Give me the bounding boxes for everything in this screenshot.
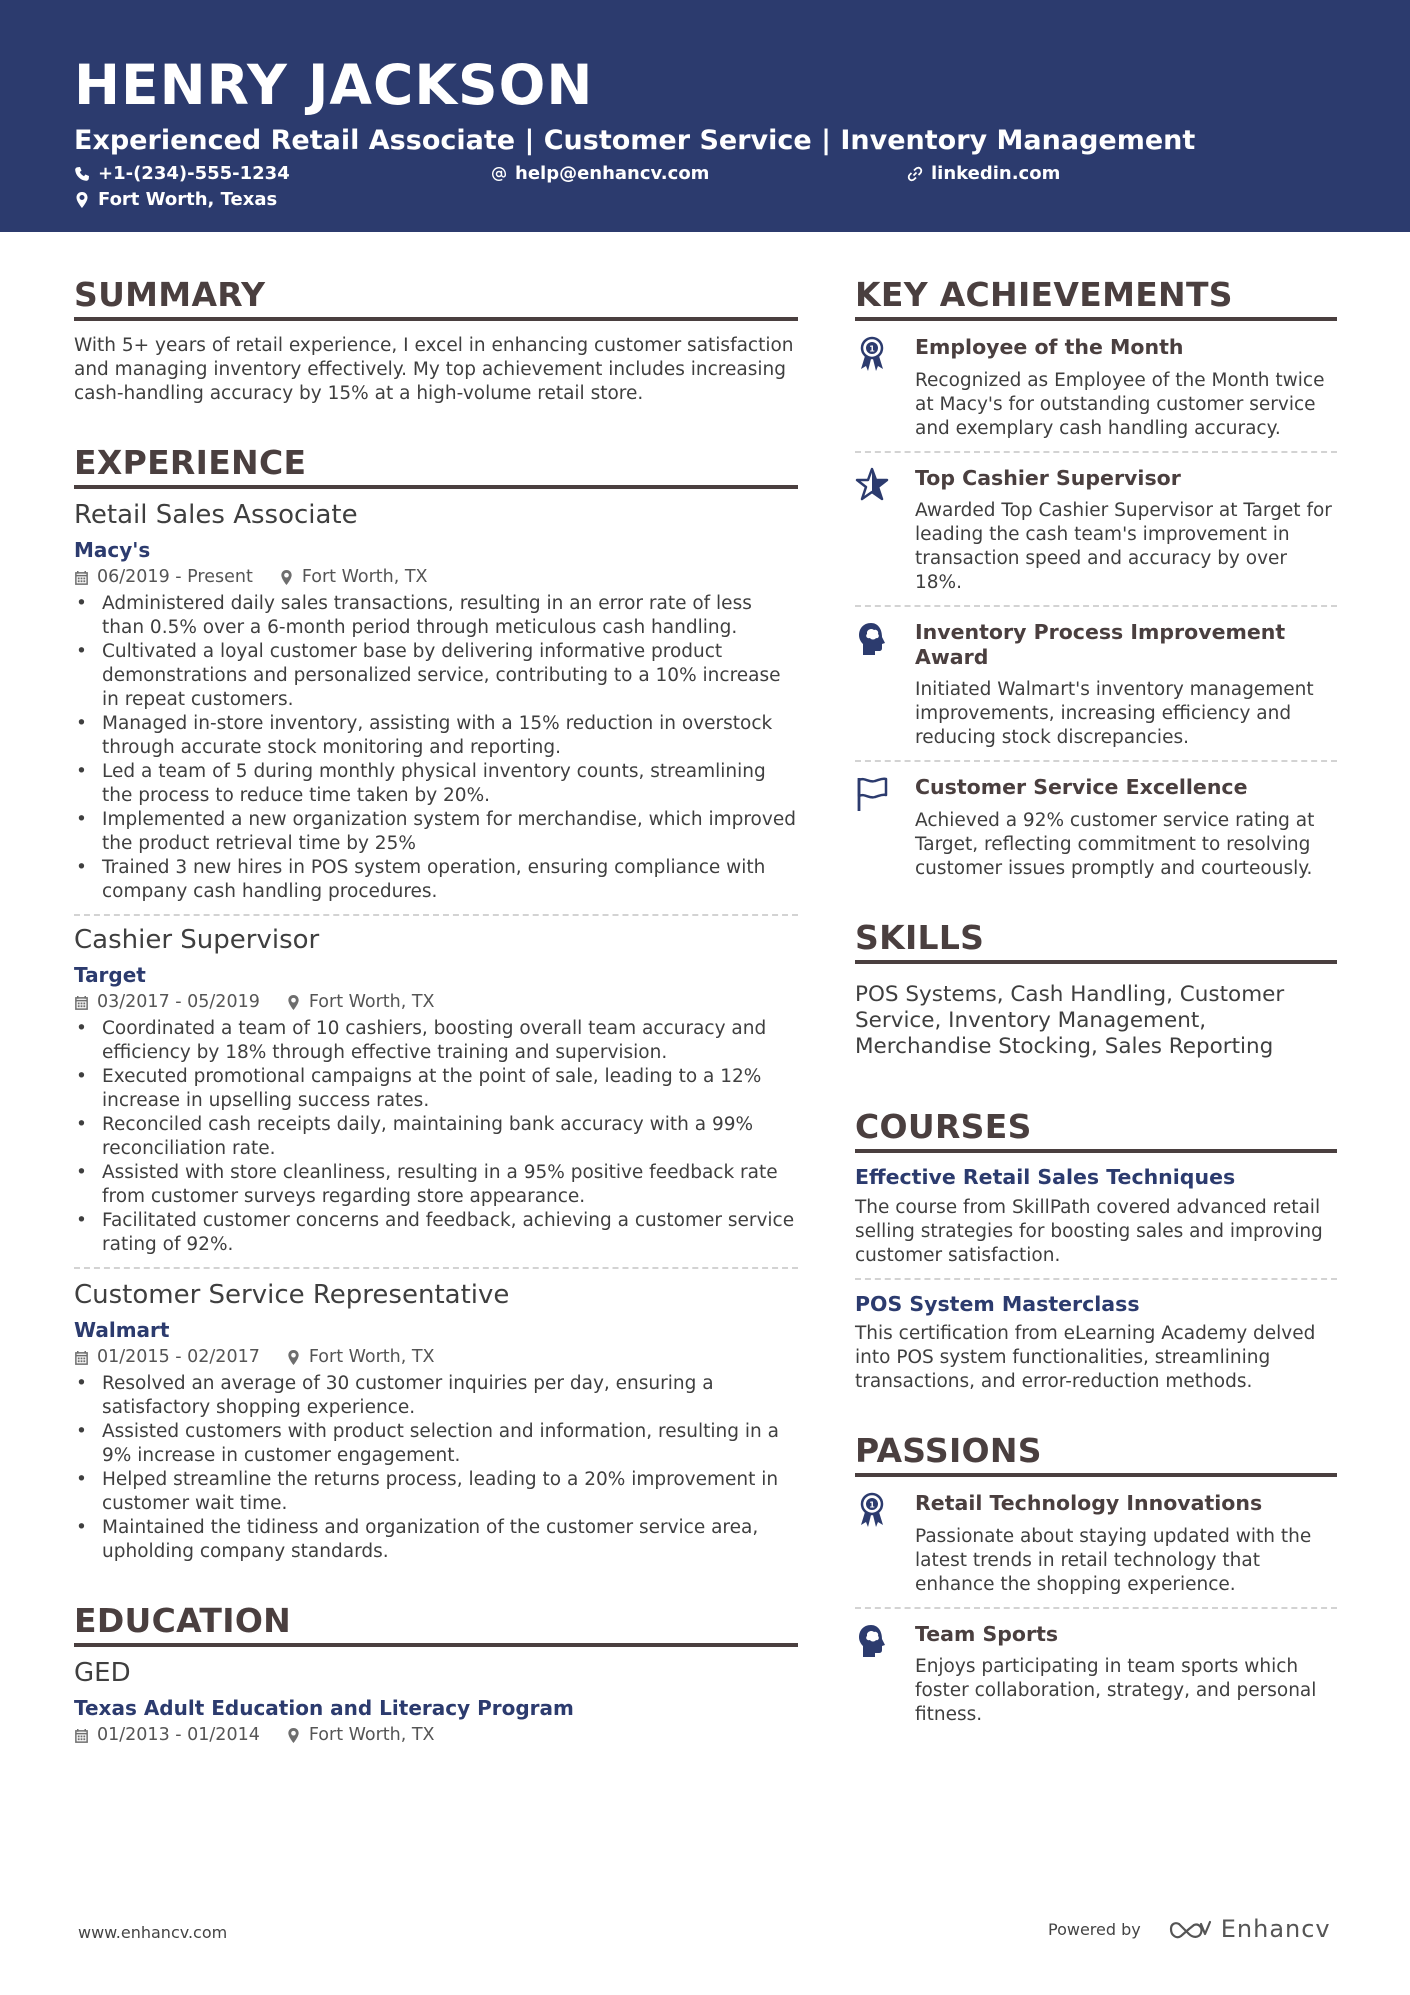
job-bullet: • Assisted with store cleanliness, resulting in a 95% positive feedback rate from customer surveys regarding store appearance. <box>74 1161 798 1209</box>
course-item <box>855 1292 1337 1395</box>
course-title: Effective Retail Sales Techniques <box>855 1164 1236 1189</box>
job-location <box>286 1346 435 1367</box>
passion-title: Retail Technology Innovations <box>915 1491 1263 1516</box>
candidate-name: HENRY JACKSON <box>74 53 594 117</box>
resume-header <box>0 0 1410 232</box>
passions-heading: PASSIONS <box>855 1434 1337 1477</box>
experience-entry <box>74 926 798 1257</box>
achievement-title: Top Cashier Supervisor <box>915 465 1181 490</box>
job-bullet: • Maintained the tidiness and organization of the customer service area, upholding company standards. <box>74 1516 798 1564</box>
calendar-icon <box>74 995 89 1010</box>
right-column <box>855 275 1337 1727</box>
job-bullets <box>74 592 798 904</box>
passion-item <box>855 1491 1337 1597</box>
experience-entry <box>74 1281 798 1564</box>
flag-icon <box>855 775 889 813</box>
education-heading: EDUCATION <box>74 1604 798 1647</box>
skills-text: POS Systems, Cash Handling, Customer Service, Inventory Management, Merchandise Stocking, Sales Reporting <box>855 981 1285 1059</box>
job-location-text: Fort Worth, TX <box>301 566 428 587</box>
achievement-item <box>855 620 1337 750</box>
job-meta <box>74 991 798 1012</box>
divider <box>855 760 1337 762</box>
job-bullet: • Resolved an average of 30 customer inquiries per day, ensuring a satisfactory shopping experience. <box>74 1372 798 1420</box>
location-pin-icon <box>279 570 294 585</box>
link-icon <box>907 166 923 182</box>
job-title: Cashier Supervisor <box>74 925 320 956</box>
job-title: Retail Sales Associate <box>74 500 358 530</box>
divider <box>855 451 1337 453</box>
powered-by-label: Powered by <box>1048 1919 1141 1939</box>
contact-email[interactable] <box>491 165 709 183</box>
email-text: help@enhancv.com <box>515 163 710 184</box>
school-name: Texas Adult Education and Literacy Program <box>74 1695 574 1720</box>
divider <box>855 1278 1337 1280</box>
job-bullet: • Reconciled cash receipts daily, maintaining bank accuracy with a 99% reconciliation rate. <box>74 1113 798 1161</box>
job-meta <box>74 1346 798 1367</box>
achievements-heading: KEY ACHIEVEMENTS <box>855 278 1337 321</box>
job-bullet: • Led a team of 5 during monthly physical inventory counts, streamlining the process to reduce time taken by 20%. <box>74 760 798 808</box>
job-location <box>286 991 435 1012</box>
contact-location <box>74 191 277 209</box>
location-pin-icon <box>286 1350 301 1365</box>
job-bullet: • Helped streamline the returns process, leading to a 20% improvement in customer wait time. <box>74 1468 798 1516</box>
award-ribbon-icon <box>855 335 889 373</box>
achievement-desc: Recognized as Employee of the Month twice at Macy's for outstanding customer service and exemplary cash handling accuracy. <box>915 369 1325 439</box>
achievement-item <box>855 335 1337 441</box>
head-brain-icon <box>855 620 889 658</box>
skills-heading: SKILLS <box>855 921 1337 964</box>
experience-entry <box>74 501 798 904</box>
passion-desc: Enjoys participating in team sports which foster collaboration, strategy, and personal fitness. <box>915 1656 1317 1726</box>
job-dates: 03/2017 - 05/2019 <box>97 991 260 1012</box>
job-bullet: • Assisted customers with product selection and information, resulting in a 9% increase in customer engagement. <box>74 1420 798 1468</box>
education-dates: 01/2013 - 01/2014 <box>97 1724 260 1745</box>
location-text: Fort Worth, Texas <box>98 189 278 210</box>
footer-branding <box>1048 1915 1331 1943</box>
achievement-desc: Achieved a 92% customer service rating at Target, reflecting commitment to resolving customer issues promptly and courteously. <box>915 809 1315 879</box>
company-name: Macy's <box>74 537 151 562</box>
job-bullets <box>74 1017 798 1257</box>
head-brain-icon <box>855 1622 889 1660</box>
achievement-title: Inventory Process Improvement Award <box>915 620 1286 669</box>
award-ribbon-icon <box>855 1491 889 1529</box>
footer-website[interactable]: www.enhancv.com <box>78 1923 228 1942</box>
location-pin-icon <box>74 192 90 208</box>
contact-linkedin[interactable] <box>907 165 1060 183</box>
experience-heading: EXPERIENCE <box>74 446 798 489</box>
location-pin-icon <box>286 995 301 1010</box>
divider <box>74 1267 798 1269</box>
course-title: POS System Masterclass <box>855 1291 1140 1316</box>
phone-text: +1-(234)-555-1234 <box>98 163 290 184</box>
enhancv-logo-icon <box>1167 1918 1213 1940</box>
achievement-item <box>855 775 1337 881</box>
education-meta <box>74 1724 798 1745</box>
job-bullet: • Administered daily sales transactions, resulting in an error rate of less than 0.5% over a 6-month period through meticulous cash handling. <box>74 592 798 640</box>
divider <box>74 914 798 916</box>
star-icon <box>855 466 889 504</box>
achievement-desc: Awarded Top Cashier Supervisor at Target for leading the cash team's improvement in transaction speed and accuracy by over 18%. <box>915 500 1332 594</box>
calendar-icon <box>74 1350 89 1365</box>
job-bullets <box>74 1372 798 1564</box>
education-location <box>286 1724 435 1745</box>
contact-phone <box>74 165 290 183</box>
education-location-text: Fort Worth, TX <box>308 1724 435 1745</box>
calendar-icon <box>74 570 89 585</box>
summary-heading: SUMMARY <box>74 278 798 321</box>
courses-heading: COURSES <box>855 1110 1337 1153</box>
course-desc: The course from SkillPath covered advanced retail selling strategies for boosting sales and improving customer satisfaction. <box>855 1196 1323 1266</box>
job-dates: 01/2015 - 02/2017 <box>97 1346 260 1367</box>
company-name: Target <box>74 962 146 987</box>
job-bullet: • Trained 3 new hires in POS system operation, ensuring compliance with company cash handling procedures. <box>74 856 798 904</box>
course-item <box>855 1165 1337 1268</box>
education-entry <box>74 1659 798 1744</box>
job-location-text: Fort Worth, TX <box>308 991 435 1012</box>
candidate-tagline: Experienced Retail Associate | Customer Service | Inventory Management <box>74 125 1196 156</box>
job-bullet: • Coordinated a team of 10 cashiers, boosting overall team accuracy and efficiency by 18% through effective training and supervision. <box>74 1017 798 1065</box>
achievement-desc: Initiated Walmart's inventory management improvements, increasing efficiency and reducing stock discrepancies. <box>915 679 1314 749</box>
brand-name: Enhancv <box>1220 1915 1331 1943</box>
phone-icon <box>74 166 90 182</box>
job-title: Customer Service Representative <box>74 1280 510 1311</box>
divider <box>855 1607 1337 1609</box>
at-sign-icon <box>491 166 507 182</box>
job-bullet: • Implemented a new organization system for merchandise, which improved the product retrieval time by 25% <box>74 808 798 856</box>
achievement-item <box>855 466 1337 596</box>
divider <box>855 605 1337 607</box>
job-bullet: • Cultivated a loyal customer base by delivering informative product demonstrations and personalized service, contributing to a 10% increase in repeat customers. <box>74 640 798 712</box>
job-meta <box>74 566 798 587</box>
achievement-title: Employee of the Month <box>915 335 1184 359</box>
passion-item <box>855 1622 1337 1728</box>
calendar-icon <box>74 1728 89 1743</box>
linkedin-text: linkedin.com <box>931 163 1061 184</box>
job-bullet: • Facilitated customer concerns and feedback, achieving a customer service rating of 92%. <box>74 1209 798 1257</box>
achievement-title: Customer Service Excellence <box>915 775 1248 800</box>
course-desc: This certification from eLearning Academy delved into POS system functionalities, streamlining transactions, and error-reduction methods. <box>855 1323 1316 1393</box>
job-bullet: • Executed promotional campaigns at the point of sale, leading to a 12% increase in upselling success rates. <box>74 1065 798 1113</box>
job-location-text: Fort Worth, TX <box>308 1346 435 1367</box>
degree: GED <box>74 1658 131 1689</box>
passion-desc: Passionate about staying updated with the latest trends in retail technology that enhance the shopping experience. <box>915 1525 1312 1595</box>
job-dates: 06/2019 - Present <box>97 566 253 587</box>
location-pin-icon <box>286 1728 301 1743</box>
left-column <box>74 275 798 1745</box>
company-name: Walmart <box>74 1317 170 1342</box>
job-location <box>279 566 428 587</box>
job-bullet: • Managed in-store inventory, assisting with a 15% reduction in overstock through accurate stock monitoring and reporting. <box>74 712 798 760</box>
summary-text: With 5+ years of retail experience, I excel in enhancing customer satisfaction and managing inventory effectively. My top achievement includes increasing cash-handling accuracy by 15% at a high-volume retail store. <box>74 335 794 404</box>
passion-title: Team Sports <box>915 1621 1059 1646</box>
